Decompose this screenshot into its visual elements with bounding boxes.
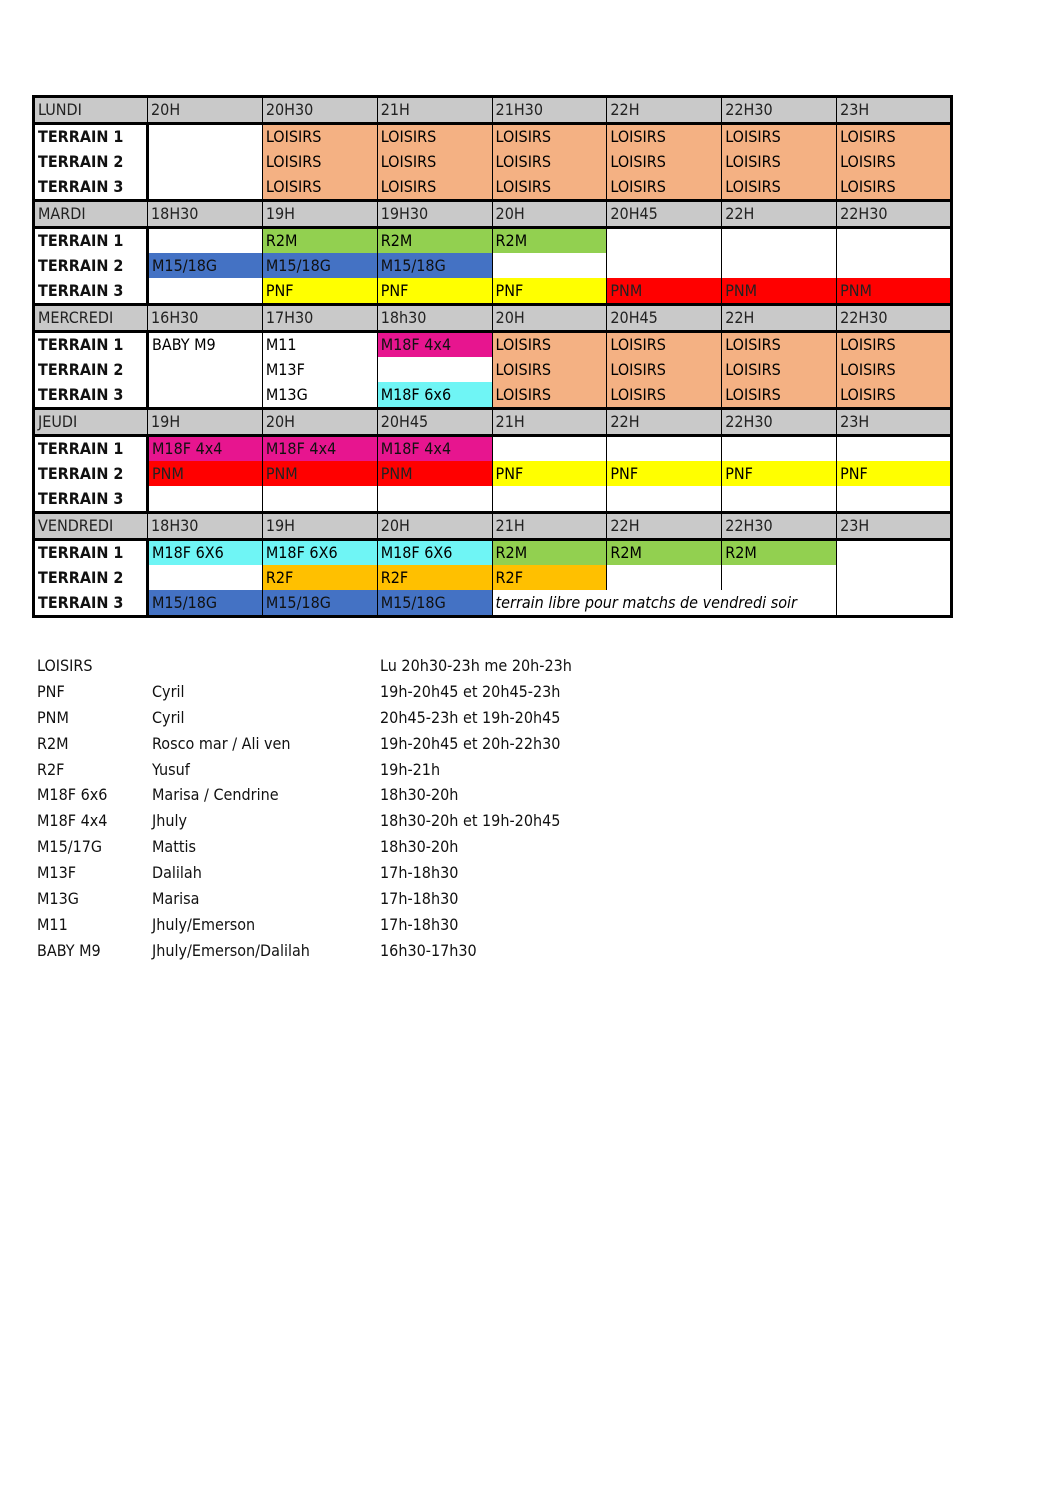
schedule-cell: [492, 436, 607, 462]
schedule-cell: [607, 565, 722, 590]
legend-code: BABY M9: [37, 940, 101, 960]
schedule-cell: [837, 565, 952, 590]
schedule-cell: LOISIRS: [722, 124, 837, 150]
terrain-label: TERRAIN 3: [34, 590, 148, 617]
schedule-cell: [377, 357, 492, 382]
schedule-cell: LOISIRS: [492, 149, 607, 174]
terrain-label: TERRAIN 1: [34, 436, 148, 462]
schedule-cell: [607, 486, 722, 513]
time-slot-header: 22H: [722, 305, 837, 332]
schedule-cell: M13G: [262, 382, 377, 409]
legend-time: 17h-18h30: [380, 863, 459, 883]
schedule-cell: M15/18G: [262, 253, 377, 278]
schedule-cell: M15/18G: [148, 253, 263, 278]
time-slot-header: 22H30: [722, 409, 837, 436]
schedule-cell: R2F: [262, 565, 377, 590]
schedule-cell: LOISIRS: [837, 357, 952, 382]
terrain-row: [34, 436, 952, 462]
schedule-cell: [722, 436, 837, 462]
day-header-row: [34, 409, 952, 436]
terrain-row: [34, 149, 952, 174]
schedule-cell: PNM: [377, 461, 492, 486]
legend-time: 19h-20h45 et 20h45-23h: [380, 681, 561, 701]
day-header-row: [34, 513, 952, 540]
legend-code: PNF: [37, 681, 65, 701]
schedule-cell: [148, 174, 263, 201]
terrain-label: TERRAIN 1: [34, 540, 148, 566]
schedule-cell: M18F 4x4: [377, 332, 492, 358]
terrain-row: [34, 565, 952, 590]
legend-code: M18F 4x4: [37, 811, 108, 831]
terrain-row: [34, 253, 952, 278]
terrain-row: [34, 357, 952, 382]
schedule-cell: LOISIRS: [722, 174, 837, 201]
legend-coach: Cyril: [152, 681, 185, 701]
schedule-cell: LOISIRS: [607, 382, 722, 409]
time-slot-header: 22H30: [837, 201, 952, 228]
terrain-label: TERRAIN 2: [34, 149, 148, 174]
schedule-cell: [607, 253, 722, 278]
schedule-cell: LOISIRS: [722, 357, 837, 382]
time-slot-header: 21H: [492, 513, 607, 540]
terrain-label: TERRAIN 2: [34, 461, 148, 486]
schedule-cell: PNF: [607, 461, 722, 486]
terrain-label: TERRAIN 3: [34, 278, 148, 305]
legend-code: R2M: [37, 733, 69, 753]
schedule-cell: PNM: [837, 278, 952, 305]
legend-code: PNM: [37, 707, 69, 727]
schedule-cell: LOISIRS: [837, 174, 952, 201]
schedule-cell: LOISIRS: [262, 124, 377, 150]
time-slot-header: 19H: [262, 201, 377, 228]
legend-code: M13F: [37, 863, 77, 883]
legend-coach: Marisa: [152, 889, 200, 909]
terrain-label: TERRAIN 1: [34, 124, 148, 150]
schedule-cell: M18F 6x6: [377, 382, 492, 409]
terrain-row: [34, 461, 952, 486]
schedule-cell: M18F 4x4: [262, 436, 377, 462]
legend-code: M15/17G: [37, 837, 103, 857]
schedule-cell: [837, 590, 952, 617]
schedule-cell: LOISIRS: [837, 124, 952, 150]
schedule-cell: M18F 4x4: [377, 436, 492, 462]
time-slot-header: 21H30: [492, 97, 607, 124]
legend-coach: Mattis: [152, 837, 197, 857]
schedule-cell: LOISIRS: [492, 382, 607, 409]
schedule-cell: PNF: [492, 461, 607, 486]
terrain-label: TERRAIN 2: [34, 565, 148, 590]
schedule-cell: [837, 486, 952, 513]
legend-coach: Yusuf: [152, 759, 190, 779]
terrain-label: TERRAIN 3: [34, 486, 148, 513]
time-slot-header: 20H: [492, 305, 607, 332]
schedule-cell: R2M: [492, 540, 607, 566]
legend-code: M13G: [37, 889, 79, 909]
legend-time: 19h-21h: [380, 759, 441, 779]
day-header-row: [34, 305, 952, 332]
schedule-cell: LOISIRS: [492, 174, 607, 201]
schedule-cell: LOISIRS: [607, 124, 722, 150]
time-slot-header: 20H: [377, 513, 492, 540]
schedule-cell: LOISIRS: [607, 332, 722, 358]
time-slot-header: 22H30: [837, 305, 952, 332]
schedule-cell: [148, 149, 263, 174]
schedule-cell: PNM: [607, 278, 722, 305]
schedule-cell: PNM: [148, 461, 263, 486]
legend-time: 17h-18h30: [380, 914, 459, 934]
day-name: JEUDI: [34, 409, 148, 436]
time-slot-header: 18H30: [148, 513, 263, 540]
schedule-cell: [722, 486, 837, 513]
day-header-row: [34, 97, 952, 124]
terrain-row: [34, 540, 952, 566]
schedule-cell: R2M: [262, 228, 377, 254]
schedule-cell: LOISIRS: [722, 149, 837, 174]
time-slot-header: 20H: [148, 97, 263, 124]
schedule-cell: LOISIRS: [722, 332, 837, 358]
legend-code: M18F 6x6: [37, 785, 108, 805]
terrain-label: TERRAIN 3: [34, 174, 148, 201]
schedule-cell: [492, 486, 607, 513]
schedule-cell: M18F 4x4: [148, 436, 263, 462]
terrain-label: TERRAIN 2: [34, 253, 148, 278]
schedule-cell: [148, 357, 263, 382]
time-slot-header: 22H: [607, 513, 722, 540]
terrain-row: [34, 228, 952, 254]
schedule-note: terrain libre pour matchs de vendredi soir: [492, 590, 837, 617]
legend-coach: Jhuly/Emerson/Dalilah: [152, 940, 310, 960]
legend-coach: Dalilah: [152, 863, 202, 883]
schedule-cell: [837, 540, 952, 566]
legend-coach: Cyril: [152, 707, 185, 727]
schedule-cell: PNF: [722, 461, 837, 486]
schedule-cell: [837, 436, 952, 462]
schedule-cell: R2F: [492, 565, 607, 590]
terrain-row: [34, 278, 952, 305]
schedule-cell: [148, 124, 263, 150]
terrain-row: [34, 486, 952, 513]
time-slot-header: 20H45: [607, 201, 722, 228]
schedule-cell: [722, 253, 837, 278]
day-name: LUNDI: [34, 97, 148, 124]
schedule-cell: LOISIRS: [722, 382, 837, 409]
legend-coach: Rosco mar / Ali ven: [152, 733, 291, 753]
schedule-cell: PNF: [377, 278, 492, 305]
time-slot-header: 22H: [607, 409, 722, 436]
time-slot-header: 19H30: [377, 201, 492, 228]
schedule-cell: LOISIRS: [377, 149, 492, 174]
legend-coach: Jhuly/Emerson: [152, 914, 256, 934]
schedule-cell: [722, 565, 837, 590]
schedule-cell: [148, 565, 263, 590]
time-slot-header: 18h30: [377, 305, 492, 332]
schedule-cell: LOISIRS: [607, 149, 722, 174]
schedule-cell: PNM: [262, 461, 377, 486]
schedule-cell: LOISIRS: [262, 174, 377, 201]
schedule-cell: PNF: [492, 278, 607, 305]
time-slot-header: 20H30: [262, 97, 377, 124]
schedule-cell: [148, 486, 263, 513]
day-name: MERCREDI: [34, 305, 148, 332]
legend-code: LOISIRS: [37, 656, 93, 675]
time-slot-header: 21H: [377, 97, 492, 124]
legend-code: R2F: [37, 759, 65, 779]
schedule-cell: LOISIRS: [377, 124, 492, 150]
schedule-cell: [148, 382, 263, 409]
day-name: VENDREDI: [34, 513, 148, 540]
schedule-cell: LOISIRS: [492, 124, 607, 150]
time-slot-header: 16H30: [148, 305, 263, 332]
legend-time: Lu 20h30-23h me 20h-23h: [380, 656, 572, 675]
time-slot-header: 23H: [837, 97, 952, 124]
terrain-row: [34, 382, 952, 409]
schedule-cell: M15/18G: [377, 253, 492, 278]
time-slot-header: 23H: [837, 409, 952, 436]
schedule-cell: LOISIRS: [607, 174, 722, 201]
schedule-cell: [722, 228, 837, 254]
schedule-grid: [32, 95, 953, 618]
schedule-cell: R2M: [722, 540, 837, 566]
terrain-row: [34, 124, 952, 150]
schedule-cell: R2M: [607, 540, 722, 566]
time-slot-header: 22H: [722, 201, 837, 228]
schedule-cell: LOISIRS: [607, 357, 722, 382]
legend-time: 19h-20h45 et 20h-22h30: [380, 733, 561, 753]
schedule-cell: [148, 228, 263, 254]
schedule-cell: M18F 6X6: [262, 540, 377, 566]
time-slot-header: 17H30: [262, 305, 377, 332]
schedule-cell: PNM: [722, 278, 837, 305]
schedule-cell: BABY M9: [148, 332, 263, 358]
time-slot-header: 20H45: [607, 305, 722, 332]
schedule-cell: [377, 486, 492, 513]
schedule-cell: [148, 278, 263, 305]
schedule-cell: M18F 6X6: [377, 540, 492, 566]
terrain-label: TERRAIN 2: [34, 357, 148, 382]
schedule-cell: PNF: [262, 278, 377, 305]
legend-time: 16h30-17h30: [380, 940, 477, 960]
terrain-label: TERRAIN 1: [34, 332, 148, 358]
schedule-cell: R2M: [377, 228, 492, 254]
schedule-cell: LOISIRS: [377, 174, 492, 201]
schedule-cell: R2F: [377, 565, 492, 590]
schedule-cell: M11: [262, 332, 377, 358]
day-header-row: [34, 201, 952, 228]
schedule-cell: [607, 436, 722, 462]
schedule-cell: R2M: [492, 228, 607, 254]
legend-time: 18h30-20h: [380, 785, 459, 805]
schedule-cell: LOISIRS: [837, 382, 952, 409]
terrain-label: TERRAIN 3: [34, 382, 148, 409]
schedule-cell: M15/18G: [377, 590, 492, 617]
time-slot-header: 18H30: [148, 201, 263, 228]
schedule-cell: PNF: [837, 461, 952, 486]
schedule-cell: M15/18G: [148, 590, 263, 617]
schedule-cell: [492, 253, 607, 278]
time-slot-header: 22H: [607, 97, 722, 124]
time-slot-header: 22H30: [722, 97, 837, 124]
legend-coach: Jhuly: [152, 811, 188, 831]
schedule-cell: M18F 6X6: [148, 540, 263, 566]
time-slot-header: 19H: [262, 513, 377, 540]
time-slot-header: 23H: [837, 513, 952, 540]
schedule-cell: [607, 228, 722, 254]
terrain-row: [34, 332, 952, 358]
terrain-row: [34, 590, 952, 617]
schedule-cell: LOISIRS: [837, 149, 952, 174]
schedule-cell: [837, 253, 952, 278]
legend-coach: Marisa / Cendrine: [152, 785, 279, 805]
schedule-cell: [837, 228, 952, 254]
legend-time: 20h45-23h et 19h-20h45: [380, 707, 561, 727]
schedule-cell: M13F: [262, 357, 377, 382]
schedule-cell: LOISIRS: [492, 357, 607, 382]
schedule-cell: [262, 486, 377, 513]
terrain-row: [34, 174, 952, 201]
time-slot-header: 21H: [492, 409, 607, 436]
time-slot-header: 19H: [148, 409, 263, 436]
time-slot-header: 22H30: [722, 513, 837, 540]
day-name: MARDI: [34, 201, 148, 228]
terrain-label: TERRAIN 1: [34, 228, 148, 254]
schedule-table: [32, 95, 950, 618]
time-slot-header: 20H: [262, 409, 377, 436]
legend-time: 18h30-20h: [380, 837, 459, 857]
legend-time: 17h-18h30: [380, 889, 459, 909]
legend-code: M11: [37, 914, 68, 934]
legend-time: 18h30-20h et 19h-20h45: [380, 811, 561, 831]
schedule-cell: LOISIRS: [837, 332, 952, 358]
schedule-cell: LOISIRS: [262, 149, 377, 174]
time-slot-header: 20H45: [377, 409, 492, 436]
schedule-cell: LOISIRS: [492, 332, 607, 358]
schedule-cell: M15/18G: [262, 590, 377, 617]
time-slot-header: 20H: [492, 201, 607, 228]
